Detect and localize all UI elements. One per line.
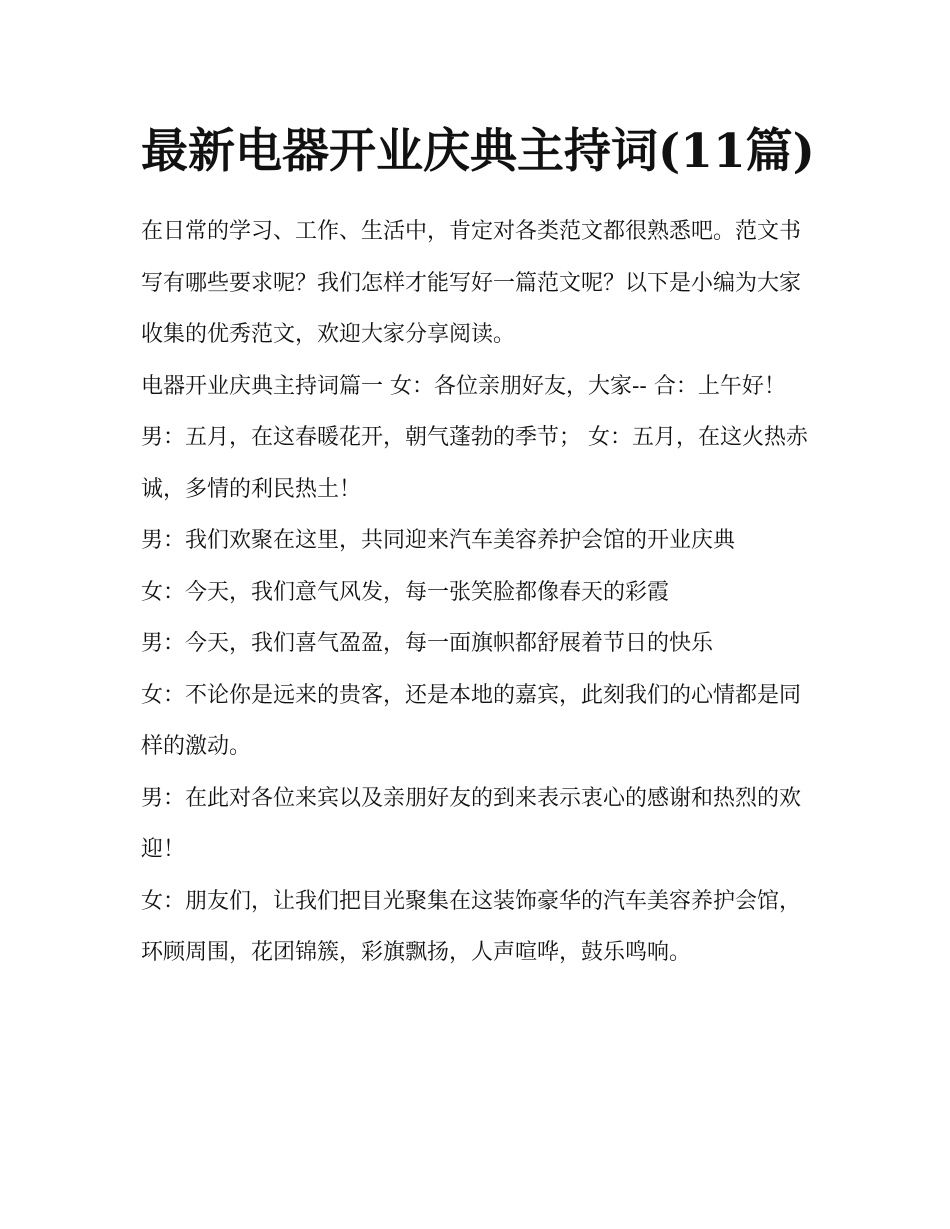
paragraph-opening: 电器开业庆典主持词篇一 女：各位亲朋好友，大家-- 合：上午好！ 男：五月，在这春暖花开，朝气蓬勃的季节； 女：五月，在这火热赤诚，多情的利民热土！ [141, 373, 808, 502]
document-page [141, 112, 821, 979]
paragraph-line: 男：在此对各位来宾以及亲朋好友的到来表示衷心的感谢和热烈的欢迎！ [141, 785, 802, 862]
document-body [141, 206, 821, 979]
paragraph-intro: 在日常的学习、工作、生活中，肯定对各类范文都很熟悉吧。范文书写有哪些要求呢？我们怎样才能写好一篇范文呢？以下是小编为大家收集的优秀范文，欢迎大家分享阅读。 [141, 219, 802, 347]
paragraph-line: 男：我们欢聚在这里，共同迎来汽车美容养护会馆的开业庆典 [141, 528, 736, 553]
paragraph-line: 女：今天，我们意气风发，每一张笑脸都像春天的彩霞 [141, 579, 670, 605]
paragraph-line: 男：今天，我们喜气盈盈，每一面旗帜都舒展着节日的快乐 [141, 631, 714, 656]
document-title: 最新电器开业庆典主持词(11篇) [141, 124, 815, 179]
paragraph-line: 女：朋友们，让我们把目光聚集在这装饰豪华的汽车美容养护会馆，环顾周围，花团锦簇，彩旗飘扬，人声喧哗，鼓乐鸣响。 [141, 888, 802, 965]
paragraph-line: 女：不论你是远来的贵客，还是本地的嘉宾，此刻我们的心情都是同样的激动。 [141, 682, 802, 759]
